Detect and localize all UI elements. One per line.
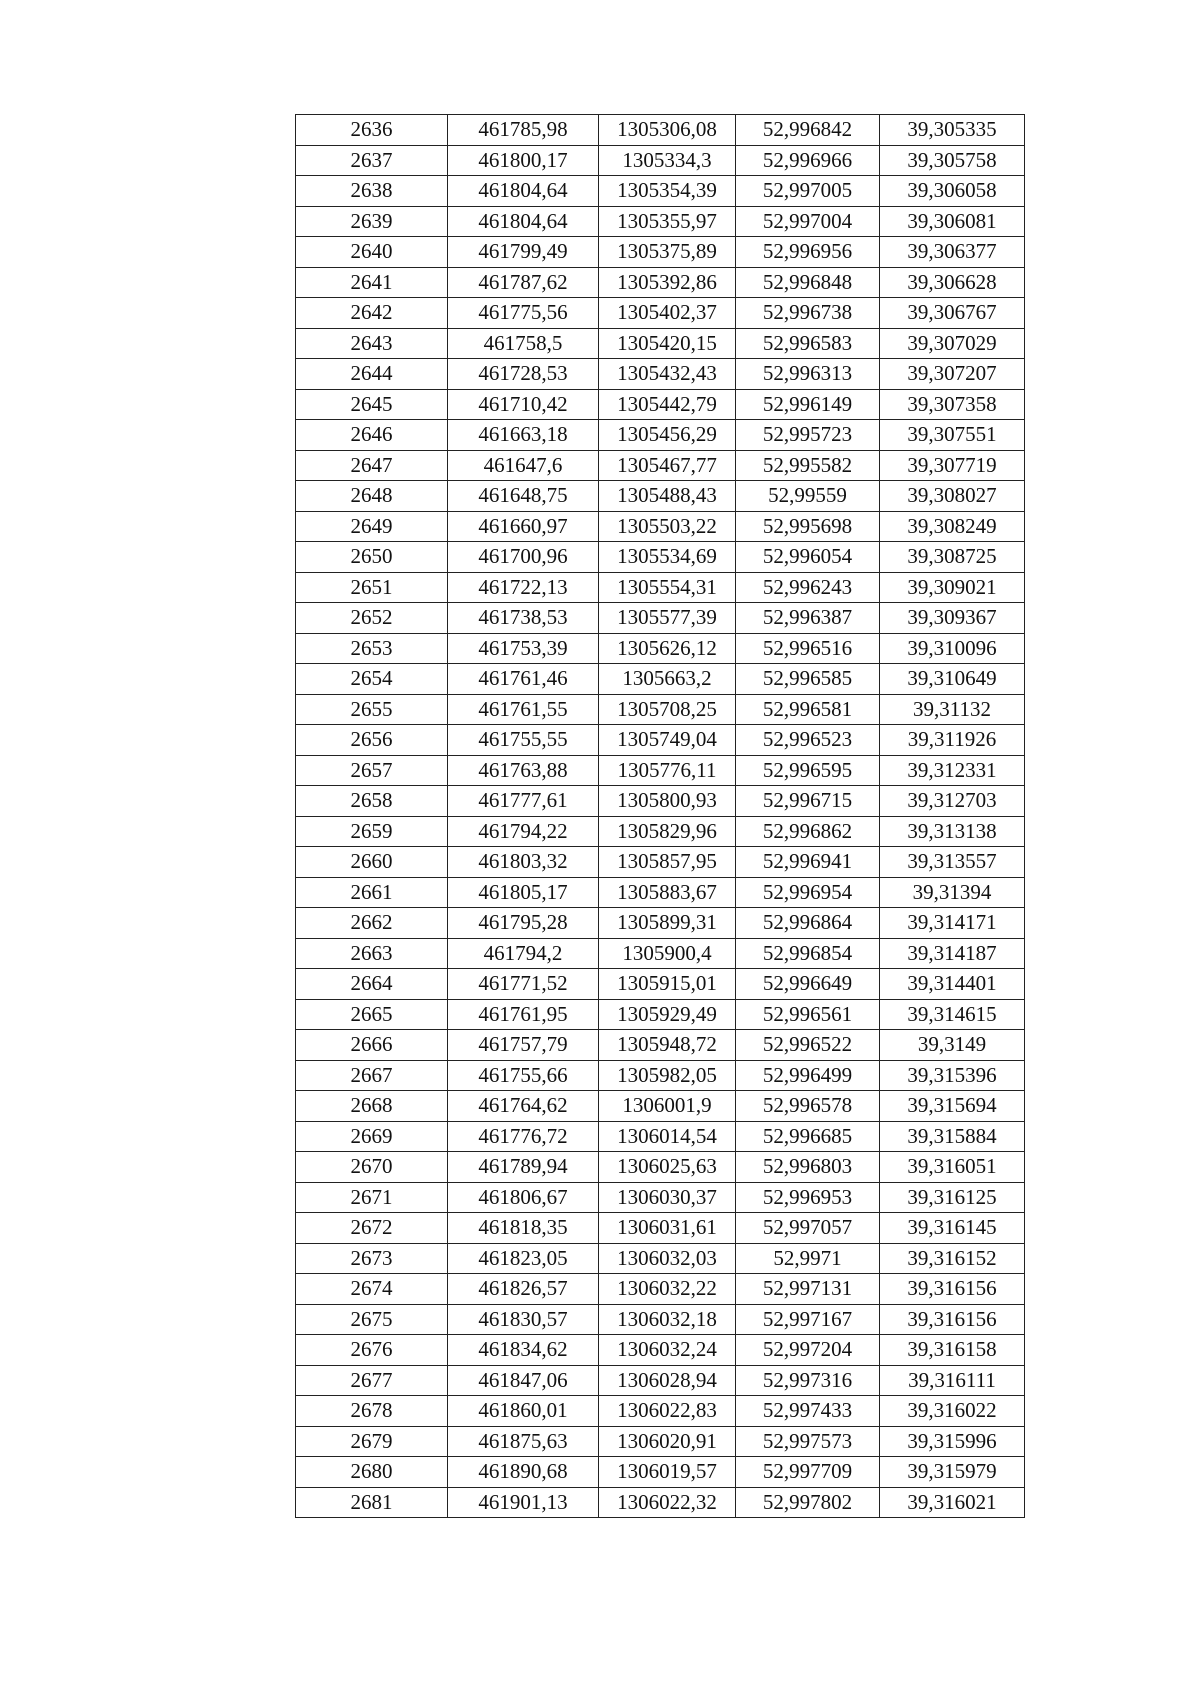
x-coordinate-cell: 461758,5 <box>448 328 599 359</box>
point-number-cell: 2658 <box>296 786 448 817</box>
longitude-cell: 39,314615 <box>880 999 1025 1030</box>
x-coordinate-cell: 461647,6 <box>448 450 599 481</box>
x-coordinate-cell: 461800,17 <box>448 145 599 176</box>
longitude-cell: 39,315996 <box>880 1426 1025 1457</box>
latitude-cell: 52,997131 <box>736 1274 880 1305</box>
x-coordinate-cell: 461761,46 <box>448 664 599 695</box>
longitude-cell: 39,307358 <box>880 389 1025 420</box>
table-row <box>296 1335 1025 1366</box>
table-row <box>296 1304 1025 1335</box>
y-coordinate-cell: 1305334,3 <box>599 145 736 176</box>
point-number-cell: 2672 <box>296 1213 448 1244</box>
point-number-cell: 2637 <box>296 145 448 176</box>
longitude-cell: 39,31132 <box>880 694 1025 725</box>
point-number-cell: 2674 <box>296 1274 448 1305</box>
x-coordinate-cell: 461789,94 <box>448 1152 599 1183</box>
point-number-cell: 2671 <box>296 1182 448 1213</box>
x-coordinate-cell: 461890,68 <box>448 1457 599 1488</box>
table-row <box>296 1121 1025 1152</box>
y-coordinate-cell: 1306032,24 <box>599 1335 736 1366</box>
x-coordinate-cell: 461663,18 <box>448 420 599 451</box>
x-coordinate-cell: 461648,75 <box>448 481 599 512</box>
latitude-cell: 52,995582 <box>736 450 880 481</box>
longitude-cell: 39,316111 <box>880 1365 1025 1396</box>
y-coordinate-cell: 1305456,29 <box>599 420 736 451</box>
longitude-cell: 39,316156 <box>880 1274 1025 1305</box>
latitude-cell: 52,99559 <box>736 481 880 512</box>
point-number-cell: 2638 <box>296 176 448 207</box>
latitude-cell: 52,997004 <box>736 206 880 237</box>
point-number-cell: 2643 <box>296 328 448 359</box>
point-number-cell: 2681 <box>296 1487 448 1518</box>
point-number-cell: 2680 <box>296 1457 448 1488</box>
latitude-cell: 52,996954 <box>736 877 880 908</box>
latitude-cell: 52,996953 <box>736 1182 880 1213</box>
x-coordinate-cell: 461823,05 <box>448 1243 599 1274</box>
point-number-cell: 2666 <box>296 1030 448 1061</box>
point-number-cell: 2641 <box>296 267 448 298</box>
table-row <box>296 1213 1025 1244</box>
longitude-cell: 39,309021 <box>880 572 1025 603</box>
table-row <box>296 1426 1025 1457</box>
y-coordinate-cell: 1305982,05 <box>599 1060 736 1091</box>
x-coordinate-cell: 461755,66 <box>448 1060 599 1091</box>
latitude-cell: 52,997167 <box>736 1304 880 1335</box>
y-coordinate-cell: 1306014,54 <box>599 1121 736 1152</box>
table-row <box>296 359 1025 390</box>
longitude-cell: 39,315396 <box>880 1060 1025 1091</box>
point-number-cell: 2636 <box>296 115 448 146</box>
y-coordinate-cell: 1306031,61 <box>599 1213 736 1244</box>
longitude-cell: 39,316145 <box>880 1213 1025 1244</box>
coordinates-table-body <box>296 115 1025 1518</box>
point-number-cell: 2653 <box>296 633 448 664</box>
x-coordinate-cell: 461755,55 <box>448 725 599 756</box>
y-coordinate-cell: 1305899,31 <box>599 908 736 939</box>
y-coordinate-cell: 1306001,9 <box>599 1091 736 1122</box>
table-row <box>296 481 1025 512</box>
x-coordinate-cell: 461830,57 <box>448 1304 599 1335</box>
y-coordinate-cell: 1305503,22 <box>599 511 736 542</box>
x-coordinate-cell: 461738,53 <box>448 603 599 634</box>
longitude-cell: 39,316021 <box>880 1487 1025 1518</box>
longitude-cell: 39,310649 <box>880 664 1025 695</box>
longitude-cell: 39,307029 <box>880 328 1025 359</box>
coordinates-table <box>295 114 1025 1518</box>
y-coordinate-cell: 1305749,04 <box>599 725 736 756</box>
point-number-cell: 2678 <box>296 1396 448 1427</box>
x-coordinate-cell: 461757,79 <box>448 1030 599 1061</box>
latitude-cell: 52,997433 <box>736 1396 880 1427</box>
longitude-cell: 39,312331 <box>880 755 1025 786</box>
y-coordinate-cell: 1305420,15 <box>599 328 736 359</box>
longitude-cell: 39,315979 <box>880 1457 1025 1488</box>
x-coordinate-cell: 461785,98 <box>448 115 599 146</box>
point-number-cell: 2676 <box>296 1335 448 1366</box>
table-row <box>296 572 1025 603</box>
table-row <box>296 908 1025 939</box>
longitude-cell: 39,315694 <box>880 1091 1025 1122</box>
latitude-cell: 52,996561 <box>736 999 880 1030</box>
y-coordinate-cell: 1305375,89 <box>599 237 736 268</box>
x-coordinate-cell: 461700,96 <box>448 542 599 573</box>
table-row <box>296 1396 1025 1427</box>
x-coordinate-cell: 461834,62 <box>448 1335 599 1366</box>
table-row <box>296 664 1025 695</box>
y-coordinate-cell: 1305554,31 <box>599 572 736 603</box>
point-number-cell: 2648 <box>296 481 448 512</box>
point-number-cell: 2661 <box>296 877 448 908</box>
point-number-cell: 2647 <box>296 450 448 481</box>
latitude-cell: 52,996523 <box>736 725 880 756</box>
y-coordinate-cell: 1305577,39 <box>599 603 736 634</box>
point-number-cell: 2665 <box>296 999 448 1030</box>
longitude-cell: 39,3149 <box>880 1030 1025 1061</box>
longitude-cell: 39,312703 <box>880 786 1025 817</box>
point-number-cell: 2642 <box>296 298 448 329</box>
latitude-cell: 52,9971 <box>736 1243 880 1274</box>
y-coordinate-cell: 1305883,67 <box>599 877 736 908</box>
x-coordinate-cell: 461875,63 <box>448 1426 599 1457</box>
point-number-cell: 2668 <box>296 1091 448 1122</box>
longitude-cell: 39,31394 <box>880 877 1025 908</box>
x-coordinate-cell: 461763,88 <box>448 755 599 786</box>
x-coordinate-cell: 461710,42 <box>448 389 599 420</box>
latitude-cell: 52,997057 <box>736 1213 880 1244</box>
table-row <box>296 603 1025 634</box>
longitude-cell: 39,308027 <box>880 481 1025 512</box>
x-coordinate-cell: 461805,17 <box>448 877 599 908</box>
latitude-cell: 52,996738 <box>736 298 880 329</box>
table-row <box>296 206 1025 237</box>
y-coordinate-cell: 1305900,4 <box>599 938 736 969</box>
x-coordinate-cell: 461777,61 <box>448 786 599 817</box>
point-number-cell: 2652 <box>296 603 448 634</box>
latitude-cell: 52,996803 <box>736 1152 880 1183</box>
point-number-cell: 2645 <box>296 389 448 420</box>
longitude-cell: 39,316125 <box>880 1182 1025 1213</box>
point-number-cell: 2670 <box>296 1152 448 1183</box>
latitude-cell: 52,997316 <box>736 1365 880 1396</box>
table-row <box>296 389 1025 420</box>
table-row <box>296 847 1025 878</box>
longitude-cell: 39,316022 <box>880 1396 1025 1427</box>
table-row <box>296 1091 1025 1122</box>
point-number-cell: 2675 <box>296 1304 448 1335</box>
latitude-cell: 52,996499 <box>736 1060 880 1091</box>
y-coordinate-cell: 1306019,57 <box>599 1457 736 1488</box>
longitude-cell: 39,314171 <box>880 908 1025 939</box>
latitude-cell: 52,996578 <box>736 1091 880 1122</box>
table-row <box>296 938 1025 969</box>
x-coordinate-cell: 461847,06 <box>448 1365 599 1396</box>
table-row <box>296 450 1025 481</box>
latitude-cell: 52,996054 <box>736 542 880 573</box>
longitude-cell: 39,306767 <box>880 298 1025 329</box>
y-coordinate-cell: 1305857,95 <box>599 847 736 878</box>
point-number-cell: 2657 <box>296 755 448 786</box>
table-row <box>296 267 1025 298</box>
longitude-cell: 39,307719 <box>880 450 1025 481</box>
point-number-cell: 2677 <box>296 1365 448 1396</box>
longitude-cell: 39,311926 <box>880 725 1025 756</box>
longitude-cell: 39,309367 <box>880 603 1025 634</box>
x-coordinate-cell: 461753,39 <box>448 633 599 664</box>
latitude-cell: 52,996313 <box>736 359 880 390</box>
x-coordinate-cell: 461901,13 <box>448 1487 599 1518</box>
latitude-cell: 52,996715 <box>736 786 880 817</box>
latitude-cell: 52,996585 <box>736 664 880 695</box>
table-row <box>296 511 1025 542</box>
point-number-cell: 2660 <box>296 847 448 878</box>
latitude-cell: 52,997204 <box>736 1335 880 1366</box>
x-coordinate-cell: 461722,13 <box>448 572 599 603</box>
x-coordinate-cell: 461787,62 <box>448 267 599 298</box>
longitude-cell: 39,306377 <box>880 237 1025 268</box>
x-coordinate-cell: 461795,28 <box>448 908 599 939</box>
latitude-cell: 52,996522 <box>736 1030 880 1061</box>
table-row <box>296 237 1025 268</box>
table-row <box>296 1060 1025 1091</box>
x-coordinate-cell: 461799,49 <box>448 237 599 268</box>
table-row <box>296 1182 1025 1213</box>
x-coordinate-cell: 461794,2 <box>448 938 599 969</box>
latitude-cell: 52,996387 <box>736 603 880 634</box>
x-coordinate-cell: 461804,64 <box>448 176 599 207</box>
table-row <box>296 542 1025 573</box>
longitude-cell: 39,316158 <box>880 1335 1025 1366</box>
point-number-cell: 2669 <box>296 1121 448 1152</box>
table-row <box>296 786 1025 817</box>
table-row <box>296 877 1025 908</box>
point-number-cell: 2679 <box>296 1426 448 1457</box>
latitude-cell: 52,996864 <box>736 908 880 939</box>
y-coordinate-cell: 1305488,43 <box>599 481 736 512</box>
y-coordinate-cell: 1305800,93 <box>599 786 736 817</box>
longitude-cell: 39,307207 <box>880 359 1025 390</box>
table-row <box>296 420 1025 451</box>
y-coordinate-cell: 1305442,79 <box>599 389 736 420</box>
longitude-cell: 39,313138 <box>880 816 1025 847</box>
y-coordinate-cell: 1305354,39 <box>599 176 736 207</box>
table-row <box>296 694 1025 725</box>
longitude-cell: 39,316156 <box>880 1304 1025 1335</box>
latitude-cell: 52,996149 <box>736 389 880 420</box>
x-coordinate-cell: 461771,52 <box>448 969 599 1000</box>
longitude-cell: 39,308725 <box>880 542 1025 573</box>
x-coordinate-cell: 461660,97 <box>448 511 599 542</box>
table-row <box>296 633 1025 664</box>
latitude-cell: 52,995723 <box>736 420 880 451</box>
x-coordinate-cell: 461804,64 <box>448 206 599 237</box>
y-coordinate-cell: 1306032,03 <box>599 1243 736 1274</box>
longitude-cell: 39,314187 <box>880 938 1025 969</box>
latitude-cell: 52,996848 <box>736 267 880 298</box>
y-coordinate-cell: 1305432,43 <box>599 359 736 390</box>
table-row <box>296 999 1025 1030</box>
point-number-cell: 2667 <box>296 1060 448 1091</box>
table-row <box>296 328 1025 359</box>
longitude-cell: 39,316051 <box>880 1152 1025 1183</box>
longitude-cell: 39,313557 <box>880 847 1025 878</box>
y-coordinate-cell: 1305829,96 <box>599 816 736 847</box>
y-coordinate-cell: 1306032,18 <box>599 1304 736 1335</box>
table-row <box>296 1152 1025 1183</box>
point-number-cell: 2655 <box>296 694 448 725</box>
longitude-cell: 39,314401 <box>880 969 1025 1000</box>
table-row <box>296 1030 1025 1061</box>
latitude-cell: 52,996941 <box>736 847 880 878</box>
point-number-cell: 2640 <box>296 237 448 268</box>
x-coordinate-cell: 461826,57 <box>448 1274 599 1305</box>
y-coordinate-cell: 1305776,11 <box>599 755 736 786</box>
point-number-cell: 2659 <box>296 816 448 847</box>
point-number-cell: 2649 <box>296 511 448 542</box>
latitude-cell: 52,996595 <box>736 755 880 786</box>
y-coordinate-cell: 1306032,22 <box>599 1274 736 1305</box>
y-coordinate-cell: 1306025,63 <box>599 1152 736 1183</box>
latitude-cell: 52,997005 <box>736 176 880 207</box>
longitude-cell: 39,305758 <box>880 145 1025 176</box>
y-coordinate-cell: 1305929,49 <box>599 999 736 1030</box>
x-coordinate-cell: 461794,22 <box>448 816 599 847</box>
table-row <box>296 1365 1025 1396</box>
point-number-cell: 2639 <box>296 206 448 237</box>
table-row <box>296 145 1025 176</box>
latitude-cell: 52,996862 <box>736 816 880 847</box>
y-coordinate-cell: 1305306,08 <box>599 115 736 146</box>
latitude-cell: 52,996966 <box>736 145 880 176</box>
table-row <box>296 1457 1025 1488</box>
y-coordinate-cell: 1305392,86 <box>599 267 736 298</box>
latitude-cell: 52,997709 <box>736 1457 880 1488</box>
x-coordinate-cell: 461728,53 <box>448 359 599 390</box>
y-coordinate-cell: 1305355,97 <box>599 206 736 237</box>
table-row <box>296 1274 1025 1305</box>
longitude-cell: 39,306081 <box>880 206 1025 237</box>
y-coordinate-cell: 1305948,72 <box>599 1030 736 1061</box>
latitude-cell: 52,996649 <box>736 969 880 1000</box>
latitude-cell: 52,996842 <box>736 115 880 146</box>
latitude-cell: 52,996685 <box>736 1121 880 1152</box>
table-row <box>296 1487 1025 1518</box>
latitude-cell: 52,997802 <box>736 1487 880 1518</box>
longitude-cell: 39,316152 <box>880 1243 1025 1274</box>
y-coordinate-cell: 1305402,37 <box>599 298 736 329</box>
latitude-cell: 52,996854 <box>736 938 880 969</box>
point-number-cell: 2654 <box>296 664 448 695</box>
point-number-cell: 2651 <box>296 572 448 603</box>
y-coordinate-cell: 1306020,91 <box>599 1426 736 1457</box>
table-row <box>296 1243 1025 1274</box>
latitude-cell: 52,996956 <box>736 237 880 268</box>
table-row <box>296 755 1025 786</box>
latitude-cell: 52,996243 <box>736 572 880 603</box>
table-row <box>296 176 1025 207</box>
latitude-cell: 52,996581 <box>736 694 880 725</box>
x-coordinate-cell: 461818,35 <box>448 1213 599 1244</box>
table-row <box>296 115 1025 146</box>
point-number-cell: 2673 <box>296 1243 448 1274</box>
longitude-cell: 39,315884 <box>880 1121 1025 1152</box>
latitude-cell: 52,996583 <box>736 328 880 359</box>
longitude-cell: 39,306058 <box>880 176 1025 207</box>
longitude-cell: 39,307551 <box>880 420 1025 451</box>
table-row <box>296 969 1025 1000</box>
y-coordinate-cell: 1305534,69 <box>599 542 736 573</box>
table-row <box>296 816 1025 847</box>
longitude-cell: 39,306628 <box>880 267 1025 298</box>
x-coordinate-cell: 461761,55 <box>448 694 599 725</box>
table-row <box>296 725 1025 756</box>
x-coordinate-cell: 461803,32 <box>448 847 599 878</box>
x-coordinate-cell: 461761,95 <box>448 999 599 1030</box>
y-coordinate-cell: 1306022,83 <box>599 1396 736 1427</box>
point-number-cell: 2656 <box>296 725 448 756</box>
latitude-cell: 52,997573 <box>736 1426 880 1457</box>
y-coordinate-cell: 1306022,32 <box>599 1487 736 1518</box>
table-row <box>296 298 1025 329</box>
x-coordinate-cell: 461764,62 <box>448 1091 599 1122</box>
y-coordinate-cell: 1305626,12 <box>599 633 736 664</box>
x-coordinate-cell: 461860,01 <box>448 1396 599 1427</box>
y-coordinate-cell: 1305708,25 <box>599 694 736 725</box>
y-coordinate-cell: 1306030,37 <box>599 1182 736 1213</box>
longitude-cell: 39,305335 <box>880 115 1025 146</box>
x-coordinate-cell: 461806,67 <box>448 1182 599 1213</box>
y-coordinate-cell: 1305663,2 <box>599 664 736 695</box>
point-number-cell: 2662 <box>296 908 448 939</box>
latitude-cell: 52,996516 <box>736 633 880 664</box>
point-number-cell: 2663 <box>296 938 448 969</box>
x-coordinate-cell: 461776,72 <box>448 1121 599 1152</box>
point-number-cell: 2650 <box>296 542 448 573</box>
point-number-cell: 2644 <box>296 359 448 390</box>
y-coordinate-cell: 1305467,77 <box>599 450 736 481</box>
latitude-cell: 52,995698 <box>736 511 880 542</box>
point-number-cell: 2646 <box>296 420 448 451</box>
longitude-cell: 39,308249 <box>880 511 1025 542</box>
longitude-cell: 39,310096 <box>880 633 1025 664</box>
x-coordinate-cell: 461775,56 <box>448 298 599 329</box>
point-number-cell: 2664 <box>296 969 448 1000</box>
y-coordinate-cell: 1306028,94 <box>599 1365 736 1396</box>
y-coordinate-cell: 1305915,01 <box>599 969 736 1000</box>
